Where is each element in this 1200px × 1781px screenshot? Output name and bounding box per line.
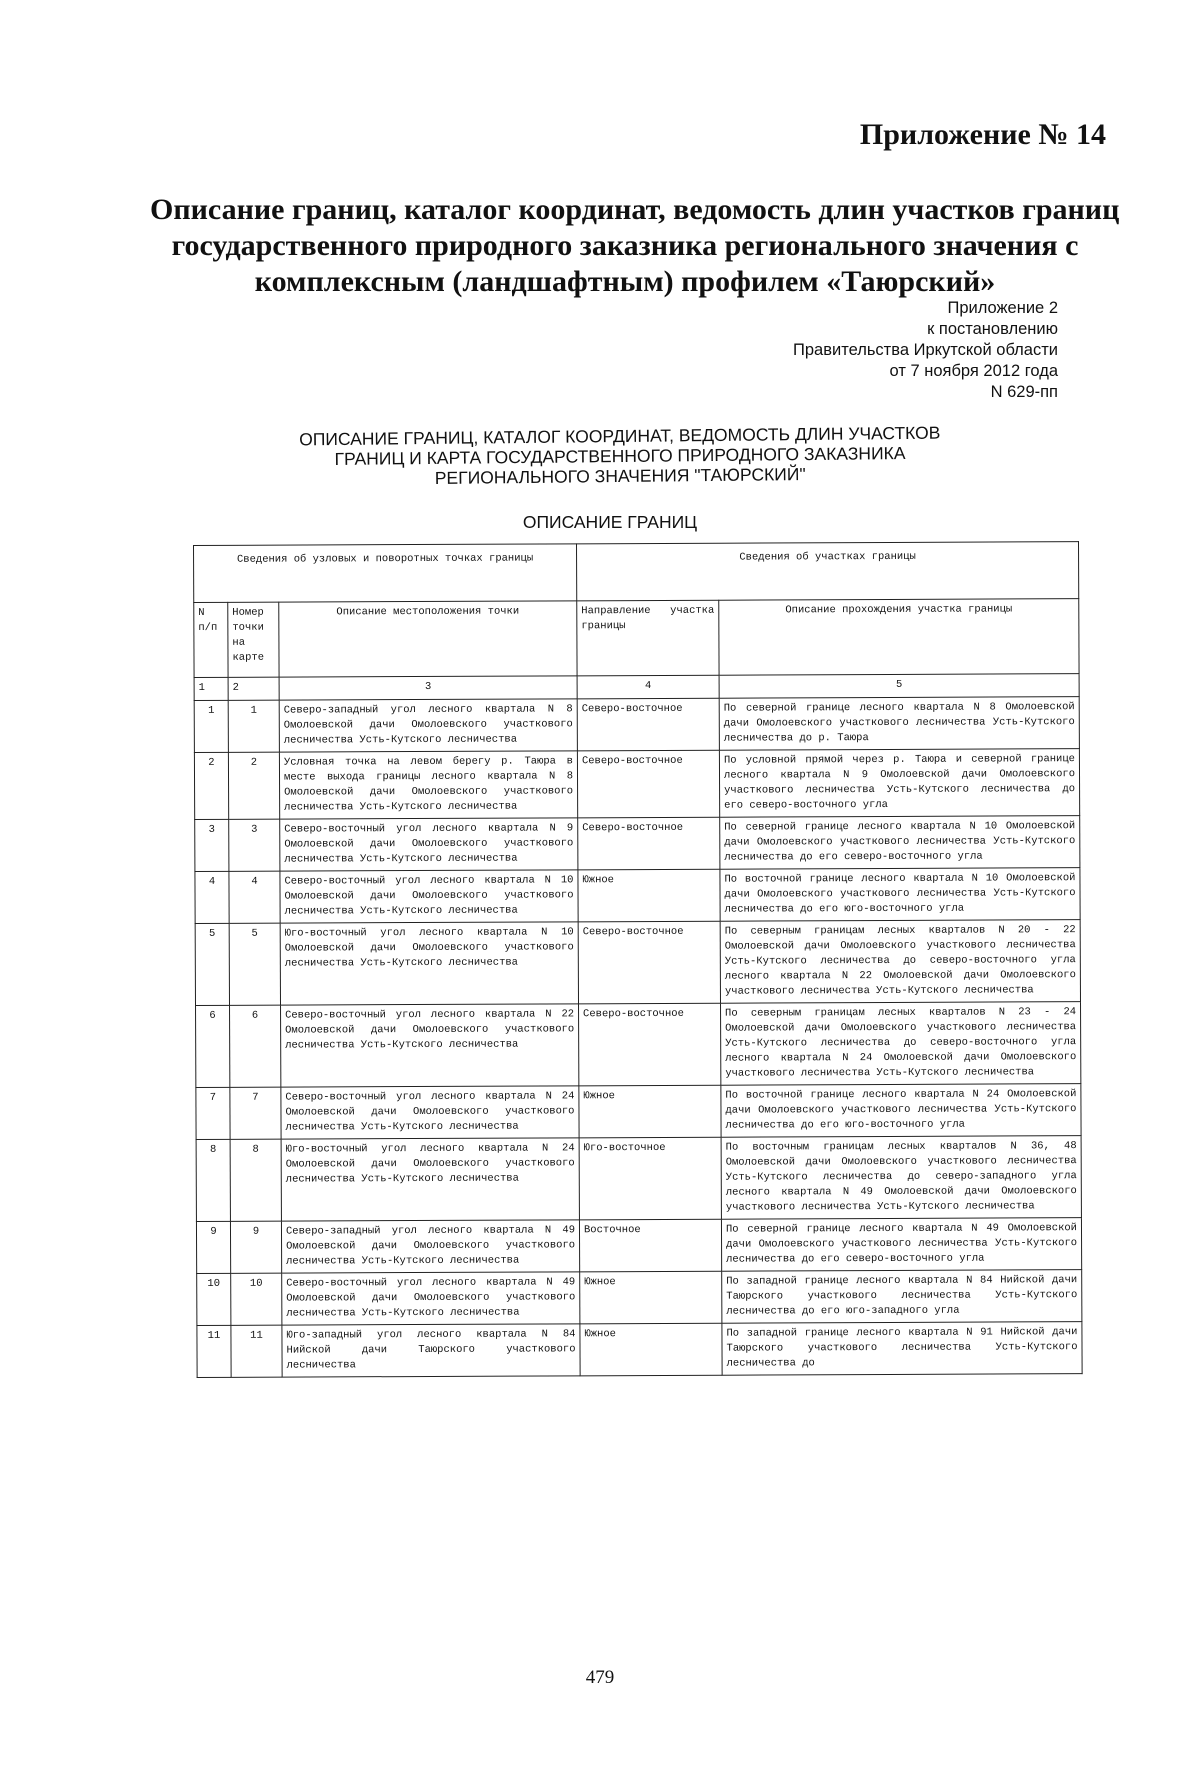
- column-header: Направление участка границы: [577, 600, 719, 676]
- point-location-cell: Юго-западный угол лесного квартала N 84 Нийской дачи Таюрского участкового лесничества: [282, 1324, 580, 1377]
- point-location-cell: Северо-восточный угол лесного квартала N 9 Омолоевской дачи Омолоевского участкового лесничества Усть-Кутского лесничества: [280, 818, 578, 871]
- section-passage-cell: По северной границе лесного квартала N 10 Омолоевской дачи Омолоевского участкового лесничества Усть-Кутского лесничества до его северо-восточного угла: [720, 816, 1080, 870]
- section-passage-cell: По условной прямой через р. Таюра и северной границе лесного квартала N 9 Омолоевской дачи Омолоевского участкового лесничества Усть-Кутского лесничества до его северо-восточного угла: [719, 749, 1079, 818]
- point-number-cell: 6: [230, 1005, 281, 1087]
- point-location-cell: Северо-восточный угол лесного квартала N 24 Омолоевской дачи Омолоевского участкового лесничества Усть-Кутского лесничества: [281, 1086, 579, 1139]
- appendix-title: Приложение № 14: [859, 118, 1106, 151]
- point-location-cell: Северо-западный угол лесного квартала N 8 Омолоевской дачи Омолоевского участкового лесничества Усть-Кутского лесничества: [279, 699, 577, 752]
- main-heading-line: Описание границ, каталог координат, ведомость длин участков границ: [150, 193, 1120, 226]
- table-row: [196, 1084, 1081, 1140]
- point-location-cell: Северо-восточный угол лесного квартала N 22 Омолоевской дачи Омолоевского участкового лесничества Усть-Кутского лесничества: [281, 1004, 579, 1087]
- section-direction-cell: Южное: [579, 1085, 721, 1138]
- point-location-cell: Юго-восточный угол лесного квартала N 24 Омолоевской дачи Омолоевского участкового лесничества Усть-Кутского лесничества: [281, 1138, 579, 1221]
- table-row: [196, 1218, 1081, 1274]
- caps-heading-line: ГРАНИЦ И КАРТА ГОСУДАРСТВЕННОГО ПРИРОДНОГО ЗАКАЗНИКА: [334, 443, 906, 469]
- section-passage-cell: По северным границам лесных кварталов N 23 - 24 Омолоевской дачи Омолоевского участкового лесничества Усть-Кутского лесничества до северо-восточного угла лесного квартала N 24 Омолоевской дачи Омолоевского участкового лесничества Усть-Кутского лесничества: [721, 1002, 1081, 1086]
- section-direction-cell: Северо-восточное: [579, 1003, 721, 1086]
- table-row: [195, 920, 1080, 1006]
- section-direction-cell: Северо-восточное: [577, 698, 719, 751]
- section-direction-cell: Северо-восточное: [577, 750, 719, 818]
- row-number-cell: 2: [194, 752, 228, 819]
- point-location-cell: Условная точка на левом берегу р. Таюра в месте выхода границы лесного квартала N 8 Омолоевской дачи Омолоевского участкового лесничества Усть-Кутского лесничества: [279, 751, 577, 819]
- row-number-cell: 1: [194, 700, 228, 752]
- row-number-cell: 6: [196, 1005, 230, 1087]
- column-number: 3: [279, 676, 577, 700]
- caps-heading: [240, 422, 1001, 490]
- caps-heading-line: ОПИСАНИЕ ГРАНИЦ, КАТАЛОГ КООРДИНАТ, ВЕДОМОСТЬ ДЛИН УЧАСТКОВ: [299, 422, 941, 450]
- point-number-cell: 3: [229, 819, 280, 871]
- group-header-points: Сведения об узловых и поворотных точках границы: [194, 544, 577, 603]
- point-location-cell: Северо-западный угол лесного квартала N 49 Омолоевской дачи Омолоевского участкового лесничества Усть-Кутского лесничества: [281, 1220, 579, 1273]
- section-direction-cell: Южное: [580, 1271, 722, 1324]
- boundary-table-wrapper: [193, 541, 1083, 1378]
- point-location-cell: Северо-восточный угол лесного квартала N 49 Омолоевской дачи Омолоевского участкового лесничества Усть-Кутского лесничества: [282, 1272, 580, 1325]
- point-number-cell: 5: [229, 923, 280, 1005]
- main-heading-line: комплексным (ландшафтным) профилем «Таюрский»: [254, 265, 996, 298]
- boundary-table: [193, 541, 1083, 1378]
- decree-line: Правительства Иркутской области: [793, 341, 1058, 359]
- point-location-cell: Северо-восточный угол лесного квартала N 10 Омолоевской дачи Омолоевского участкового лесничества Усть-Кутского лесничества: [280, 870, 578, 923]
- point-number-cell: 2: [228, 752, 279, 819]
- section-passage-cell: По северной границе лесного квартала N 8 Омолоевской дачи Омолоевского участкового лесничества Усть-Кутского лесничества до р. Таюра: [719, 697, 1079, 751]
- point-number-cell: 11: [231, 1325, 282, 1377]
- section-direction-cell: Северо-восточное: [578, 817, 720, 870]
- point-number-cell: 10: [231, 1273, 282, 1325]
- column-number: 1: [194, 677, 228, 700]
- section-direction-cell: Южное: [578, 869, 720, 922]
- column-header: Номер точки на карте: [228, 602, 279, 677]
- section-direction-cell: Юго-восточное: [579, 1137, 721, 1220]
- row-number-cell: 9: [196, 1221, 230, 1273]
- caps-heading-line: РЕГИОНАЛЬНОГО ЗНАЧЕНИЯ "ТАЮРСКИЙ": [434, 464, 806, 488]
- section-passage-cell: По северным границам лесных кварталов N 20 - 22 Омолоевской дачи Омолоевского участкового лесничества Усть-Кутского лесничества до северо-восточного угла лесного квартала N 22 Омолоевской дачи Омолоевского участкового лесничества Усть-Кутского лесничества: [720, 920, 1080, 1004]
- column-number: 4: [577, 675, 719, 699]
- table-row: [196, 1136, 1081, 1222]
- section-direction-cell: Южное: [580, 1323, 722, 1376]
- column-number: 5: [719, 674, 1079, 699]
- section-direction-cell: Восточное: [579, 1219, 721, 1272]
- table-row: [195, 868, 1080, 924]
- point-location-cell: Юго-восточный угол лесного квартала N 10 Омолоевской дачи Омолоевского участкового лесничества Усть-Кутского лесничества: [280, 922, 578, 1005]
- main-heading-line: государственного природного заказника регионального значения с: [171, 229, 1079, 262]
- row-number-cell: 10: [197, 1273, 231, 1325]
- table-header-row: [194, 599, 1079, 678]
- point-number-cell: 8: [230, 1139, 281, 1221]
- table-row: [194, 697, 1079, 753]
- section-passage-cell: По западной границе лесного квартала N 91 Нийской дачи Таюрского участкового лесничества Усть-Кутского лесничества до: [722, 1322, 1082, 1376]
- row-number-cell: 11: [197, 1325, 231, 1377]
- row-number-cell: 3: [195, 819, 229, 871]
- column-header: Описание прохождения участка границы: [719, 599, 1079, 676]
- point-number-cell: 7: [230, 1087, 281, 1139]
- section-passage-cell: По северной границе лесного квартала N 49 Омолоевской дачи Омолоевского участкового лесничества Усть-Кутского лесничества до его северо-восточного угла: [721, 1218, 1081, 1272]
- column-number: 2: [228, 677, 279, 700]
- table-row: [196, 1002, 1081, 1088]
- section-passage-cell: По западной границе лесного квартала N 84 Нийской дачи Таюрского участкового лесничества Усть-Кутского лесничества до его юго-западного угла: [722, 1270, 1082, 1324]
- decree-line: от 7 ноября 2012 года: [889, 362, 1058, 380]
- point-number-cell: 4: [229, 871, 280, 923]
- row-number-cell: 4: [195, 871, 229, 923]
- decree-reference: [793, 298, 1058, 403]
- page-number: 479: [585, 1667, 615, 1688]
- section-passage-cell: По восточной границе лесного квартала N 24 Омолоевской дачи Омолоевского участкового лесничества Усть-Кутского лесничества до его юго-восточного угла: [721, 1084, 1081, 1138]
- decree-line: N 629-пп: [990, 383, 1058, 401]
- table-row: [195, 816, 1080, 872]
- table-row: [197, 1270, 1082, 1326]
- table-row: [197, 1322, 1082, 1378]
- row-number-cell: 5: [195, 923, 229, 1005]
- section-heading: ОПИСАНИЕ ГРАНИЦ: [522, 512, 698, 532]
- section-direction-cell: Северо-восточное: [578, 921, 720, 1004]
- table-group-header-row: [194, 542, 1079, 603]
- row-number-cell: 7: [196, 1087, 230, 1139]
- decree-line: Приложение 2: [947, 299, 1058, 317]
- point-number-cell: 1: [228, 700, 279, 752]
- section-passage-cell: По восточной границе лесного квартала N 10 Омолоевской дачи Омолоевского участкового лесничества Усть-Кутского лесничества до его юго-восточного угла: [720, 868, 1080, 922]
- section-passage-cell: По восточным границам лесных кварталов N 36, 48 Омолоевской дачи Омолоевского участкового лесничества Усть-Кутского лесничества до северо-западного угла лесного квартала N 49 Омолоевской дачи Омолоевского участкового лесничества Усть-Кутского лесничества: [721, 1136, 1081, 1220]
- group-header-sections: Сведения об участках границы: [576, 542, 1078, 601]
- decree-line: к постановлению: [927, 320, 1058, 338]
- table-row: [194, 749, 1079, 820]
- column-header: Описание местоположения точки: [279, 601, 577, 677]
- point-number-cell: 9: [230, 1221, 281, 1273]
- main-heading: [150, 192, 1120, 300]
- row-number-cell: 8: [196, 1139, 230, 1221]
- column-header: N п/п: [194, 602, 228, 677]
